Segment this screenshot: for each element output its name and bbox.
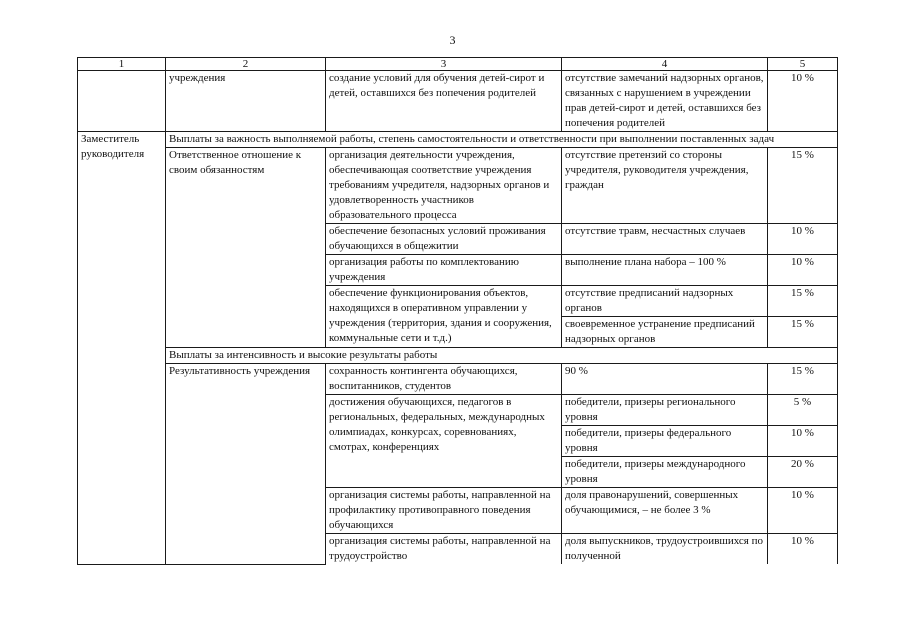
indicator-cell: Результативность учреждения — [166, 364, 326, 565]
position-cell: Заместитель руководителя — [78, 132, 166, 565]
condition-cell: отсутствие травм, несчастных случаев — [562, 224, 768, 255]
condition-cell: своевременное устранение предписаний надзорных органов — [562, 317, 768, 348]
percent-cell: 10 % — [768, 71, 838, 132]
column-header: 2 — [166, 58, 326, 71]
column-header: 1 — [78, 58, 166, 71]
criterion-cell: обеспечение функционирования объектов, находящихся в оперативном управлении у учреждения (территория, здания и сооружения, коммунальные сети и т.д.) — [326, 286, 562, 348]
column-header: 4 — [562, 58, 768, 71]
criterion-cell: обеспечение безопасных условий проживания обучающихся в общежитии — [326, 224, 562, 255]
condition-cell: отсутствие замечаний надзорных органов, связанных с нарушением в учреждении прав детей-сирот и детей, оставшихся без попечения родителей — [562, 71, 768, 132]
percent-cell: 15 % — [768, 317, 838, 348]
criterion-cell: организация системы работы, направленной на профилактику противоправного поведения обучающихся — [326, 488, 562, 534]
criterion-cell: создание условий для обучения детей-сирот и детей, оставшихся без попечения родителей — [326, 71, 562, 132]
position-cell-empty — [78, 71, 166, 132]
table-row — [78, 71, 838, 132]
percent-cell: 15 % — [768, 286, 838, 317]
percent-cell: 15 % — [768, 148, 838, 224]
condition-cell: доля правонарушений, совершенных обучающимися, – не более 3 % — [562, 488, 768, 534]
condition-cell: отсутствие претензий со стороны учредителя, руководителя учреждения, граждан — [562, 148, 768, 224]
section-title: Выплаты за важность выполняемой работы, степень самостоятельности и ответственности при выполнении поставленных задач — [166, 132, 838, 148]
section-row — [78, 132, 838, 148]
percent-cell: 5 % — [768, 395, 838, 426]
column-header: 3 — [326, 58, 562, 71]
section-title: Выплаты за интенсивность и высокие результаты работы — [166, 348, 838, 364]
criterion-cell: организация деятельности учреждения, обеспечивающая соответствие учреждения требованиям учредителя, надзорных органов и удовлетворенность участников образовательного процесса — [326, 148, 562, 224]
percent-cell: 20 % — [768, 457, 838, 488]
percent-cell: 10 % — [768, 224, 838, 255]
indicator-cell: учреждения — [166, 71, 326, 132]
condition-cell: победители, призеры регионального уровня — [562, 395, 768, 426]
condition-cell: выполнение плана набора – 100 % — [562, 255, 768, 286]
section-row — [78, 348, 838, 364]
percent-cell: 15 % — [768, 364, 838, 395]
percent-cell: 10 % — [768, 255, 838, 286]
indicator-cell: Ответственное отношение к своим обязанностям — [166, 148, 326, 348]
header-row — [78, 58, 838, 71]
condition-cell: победители, призеры федерального уровня — [562, 426, 768, 457]
table-row — [78, 364, 838, 395]
criterion-cell: достижения обучающихся, педагогов в региональных, федеральных, международных олимпиадах, конкурсах, соревнованиях, смотрах, конференциях — [326, 395, 562, 488]
percent-cell: 10 % — [768, 534, 838, 565]
criteria-table — [77, 57, 838, 565]
percent-cell: 10 % — [768, 426, 838, 457]
criterion-cell: организация системы работы, направленной на трудоустройство — [326, 534, 562, 565]
criterion-cell: сохранность контингента обучающихся, воспитанников, студентов — [326, 364, 562, 395]
condition-cell: победители, призеры международного уровня — [562, 457, 768, 488]
condition-cell: 90 % — [562, 364, 768, 395]
percent-cell: 10 % — [768, 488, 838, 534]
page-number: 3 — [449, 33, 456, 47]
condition-cell: отсутствие предписаний надзорных органов — [562, 286, 768, 317]
condition-cell: доля выпускников, трудоустроившихся по полученной — [562, 534, 768, 565]
table-row — [78, 148, 838, 224]
column-header: 5 — [768, 58, 838, 71]
criterion-cell: организация работы по комплектованию учреждения — [326, 255, 562, 286]
